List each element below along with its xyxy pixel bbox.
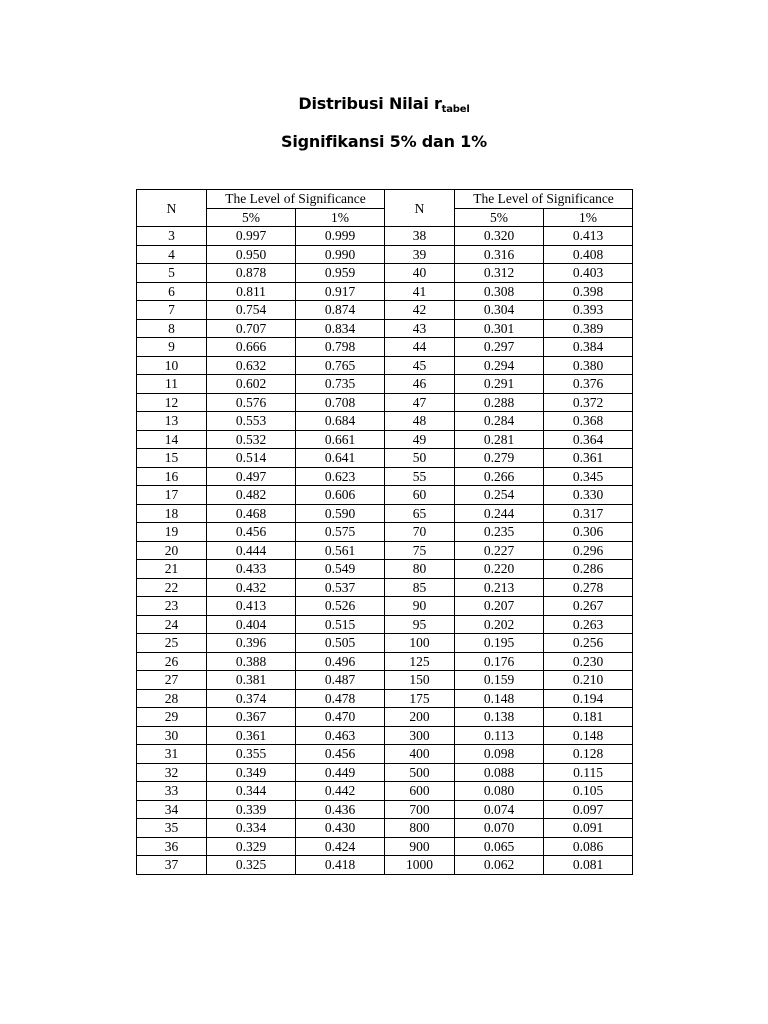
cell-right-r-5pct: 0.062 [455, 856, 544, 875]
table-row [137, 282, 633, 301]
cell-right-r-1pct: 0.105 [544, 782, 633, 801]
cell-left-n: 11 [137, 375, 207, 394]
cell-left-r-5pct: 0.381 [207, 671, 296, 690]
cell-left-r-1pct: 0.463 [296, 726, 385, 745]
cell-left-r-1pct: 0.430 [296, 819, 385, 838]
cell-right-n: 200 [385, 708, 455, 727]
cell-right-n: 90 [385, 597, 455, 616]
header-1pct-left: 1% [296, 208, 385, 227]
cell-right-r-5pct: 0.176 [455, 652, 544, 671]
cell-right-r-1pct: 0.372 [544, 393, 633, 412]
cell-left-r-5pct: 0.514 [207, 449, 296, 468]
cell-left-n: 27 [137, 671, 207, 690]
table-row [137, 689, 633, 708]
cell-left-n: 18 [137, 504, 207, 523]
table-row [137, 227, 633, 246]
cell-right-n: 85 [385, 578, 455, 597]
table-row [137, 430, 633, 449]
cell-right-r-5pct: 0.316 [455, 245, 544, 264]
cell-right-r-1pct: 0.380 [544, 356, 633, 375]
cell-left-r-5pct: 0.329 [207, 837, 296, 856]
cell-right-n: 125 [385, 652, 455, 671]
cell-right-n: 39 [385, 245, 455, 264]
cell-left-n: 17 [137, 486, 207, 505]
cell-right-n: 175 [385, 689, 455, 708]
cell-right-n: 65 [385, 504, 455, 523]
cell-right-n: 60 [385, 486, 455, 505]
table-row [137, 819, 633, 838]
cell-right-r-5pct: 0.301 [455, 319, 544, 338]
cell-left-r-5pct: 0.456 [207, 523, 296, 542]
cell-right-r-5pct: 0.281 [455, 430, 544, 449]
cell-left-n: 28 [137, 689, 207, 708]
cell-right-r-5pct: 0.220 [455, 560, 544, 579]
cell-left-n: 36 [137, 837, 207, 856]
cell-right-r-5pct: 0.065 [455, 837, 544, 856]
cell-left-r-1pct: 0.606 [296, 486, 385, 505]
cell-right-r-5pct: 0.088 [455, 763, 544, 782]
cell-right-r-5pct: 0.138 [455, 708, 544, 727]
cell-left-r-5pct: 0.432 [207, 578, 296, 597]
cell-left-r-1pct: 0.661 [296, 430, 385, 449]
table-row [137, 671, 633, 690]
header-n-right: N [385, 190, 455, 227]
cell-left-r-1pct: 0.442 [296, 782, 385, 801]
cell-right-r-5pct: 0.213 [455, 578, 544, 597]
table-row [137, 467, 633, 486]
cell-left-r-1pct: 0.999 [296, 227, 385, 246]
cell-right-n: 300 [385, 726, 455, 745]
cell-left-n: 33 [137, 782, 207, 801]
cell-left-r-1pct: 0.478 [296, 689, 385, 708]
cell-left-r-5pct: 0.468 [207, 504, 296, 523]
cell-right-n: 50 [385, 449, 455, 468]
cell-left-r-5pct: 0.444 [207, 541, 296, 560]
cell-left-r-1pct: 0.470 [296, 708, 385, 727]
cell-right-r-1pct: 0.306 [544, 523, 633, 542]
table-row [137, 837, 633, 856]
cell-right-r-5pct: 0.254 [455, 486, 544, 505]
table-row [137, 375, 633, 394]
cell-right-r-5pct: 0.294 [455, 356, 544, 375]
cell-right-r-1pct: 0.408 [544, 245, 633, 264]
cell-left-n: 16 [137, 467, 207, 486]
header-5pct-left: 5% [207, 208, 296, 227]
page-subtitle: Signifikansi 5% dan 1% [281, 132, 487, 151]
cell-right-r-1pct: 0.081 [544, 856, 633, 875]
cell-right-r-5pct: 0.195 [455, 634, 544, 653]
cell-right-r-1pct: 0.361 [544, 449, 633, 468]
cell-left-n: 15 [137, 449, 207, 468]
cell-left-n: 31 [137, 745, 207, 764]
cell-right-n: 100 [385, 634, 455, 653]
title-subscript: tabel [441, 104, 470, 115]
cell-right-r-5pct: 0.227 [455, 541, 544, 560]
cell-left-n: 4 [137, 245, 207, 264]
cell-right-r-1pct: 0.368 [544, 412, 633, 431]
cell-left-n: 10 [137, 356, 207, 375]
table-row [137, 560, 633, 579]
cell-left-n: 7 [137, 301, 207, 320]
cell-right-r-1pct: 0.148 [544, 726, 633, 745]
cell-left-r-5pct: 0.997 [207, 227, 296, 246]
cell-left-r-5pct: 0.361 [207, 726, 296, 745]
cell-left-r-5pct: 0.532 [207, 430, 296, 449]
cell-left-r-1pct: 0.561 [296, 541, 385, 560]
cell-left-n: 37 [137, 856, 207, 875]
table-row [137, 393, 633, 412]
cell-left-r-1pct: 0.526 [296, 597, 385, 616]
table-row [137, 745, 633, 764]
cell-right-n: 150 [385, 671, 455, 690]
cell-left-n: 13 [137, 412, 207, 431]
cell-left-r-5pct: 0.482 [207, 486, 296, 505]
cell-right-r-5pct: 0.304 [455, 301, 544, 320]
cell-right-n: 75 [385, 541, 455, 560]
cell-left-n: 22 [137, 578, 207, 597]
cell-right-r-1pct: 0.181 [544, 708, 633, 727]
cell-right-n: 47 [385, 393, 455, 412]
cell-left-r-5pct: 0.811 [207, 282, 296, 301]
cell-left-r-5pct: 0.388 [207, 652, 296, 671]
cell-right-r-1pct: 0.256 [544, 634, 633, 653]
table-row [137, 782, 633, 801]
cell-right-r-1pct: 0.086 [544, 837, 633, 856]
cell-left-n: 35 [137, 819, 207, 838]
cell-right-n: 800 [385, 819, 455, 838]
cell-right-n: 43 [385, 319, 455, 338]
cell-right-r-1pct: 0.263 [544, 615, 633, 634]
cell-right-n: 70 [385, 523, 455, 542]
cell-left-r-5pct: 0.325 [207, 856, 296, 875]
table-body [137, 227, 633, 875]
cell-left-r-1pct: 0.990 [296, 245, 385, 264]
cell-left-r-5pct: 0.576 [207, 393, 296, 412]
cell-right-n: 41 [385, 282, 455, 301]
table-row [137, 541, 633, 560]
cell-right-r-1pct: 0.317 [544, 504, 633, 523]
cell-right-n: 40 [385, 264, 455, 283]
cell-left-n: 21 [137, 560, 207, 579]
cell-right-r-5pct: 0.080 [455, 782, 544, 801]
cell-right-r-5pct: 0.284 [455, 412, 544, 431]
table-row [137, 319, 633, 338]
cell-left-r-1pct: 0.424 [296, 837, 385, 856]
cell-left-r-1pct: 0.418 [296, 856, 385, 875]
cell-right-r-5pct: 0.291 [455, 375, 544, 394]
cell-right-r-5pct: 0.297 [455, 338, 544, 357]
cell-left-n: 34 [137, 800, 207, 819]
cell-right-r-1pct: 0.393 [544, 301, 633, 320]
cell-left-n: 24 [137, 615, 207, 634]
cell-left-n: 20 [137, 541, 207, 560]
cell-left-r-5pct: 0.339 [207, 800, 296, 819]
cell-right-r-5pct: 0.202 [455, 615, 544, 634]
cell-left-r-5pct: 0.413 [207, 597, 296, 616]
cell-right-r-5pct: 0.266 [455, 467, 544, 486]
cell-right-r-5pct: 0.148 [455, 689, 544, 708]
table-row [137, 800, 633, 819]
cell-right-n: 700 [385, 800, 455, 819]
cell-right-n: 46 [385, 375, 455, 394]
cell-right-n: 500 [385, 763, 455, 782]
cell-left-r-1pct: 0.735 [296, 375, 385, 394]
cell-left-r-5pct: 0.355 [207, 745, 296, 764]
cell-right-r-5pct: 0.207 [455, 597, 544, 616]
cell-left-r-1pct: 0.959 [296, 264, 385, 283]
cell-right-r-1pct: 0.097 [544, 800, 633, 819]
cell-right-r-1pct: 0.384 [544, 338, 633, 357]
cell-left-r-1pct: 0.708 [296, 393, 385, 412]
table-row [137, 856, 633, 875]
cell-left-r-1pct: 0.456 [296, 745, 385, 764]
cell-right-r-1pct: 0.413 [544, 227, 633, 246]
table-row [137, 264, 633, 283]
header-5pct-right: 5% [455, 208, 544, 227]
cell-right-n: 49 [385, 430, 455, 449]
table-row [137, 486, 633, 505]
cell-right-r-5pct: 0.308 [455, 282, 544, 301]
cell-right-r-5pct: 0.098 [455, 745, 544, 764]
cell-left-n: 29 [137, 708, 207, 727]
header-1pct-right: 1% [544, 208, 633, 227]
cell-right-r-5pct: 0.235 [455, 523, 544, 542]
cell-right-n: 45 [385, 356, 455, 375]
table-row [137, 356, 633, 375]
table-row [137, 578, 633, 597]
cell-left-n: 5 [137, 264, 207, 283]
cell-right-r-5pct: 0.312 [455, 264, 544, 283]
table-row [137, 763, 633, 782]
cell-left-r-1pct: 0.449 [296, 763, 385, 782]
cell-right-r-1pct: 0.403 [544, 264, 633, 283]
cell-right-n: 400 [385, 745, 455, 764]
cell-left-r-1pct: 0.684 [296, 412, 385, 431]
cell-left-r-1pct: 0.505 [296, 634, 385, 653]
cell-right-r-1pct: 0.345 [544, 467, 633, 486]
cell-right-r-1pct: 0.230 [544, 652, 633, 671]
cell-left-n: 26 [137, 652, 207, 671]
cell-left-n: 3 [137, 227, 207, 246]
cell-right-r-1pct: 0.286 [544, 560, 633, 579]
cell-right-r-1pct: 0.389 [544, 319, 633, 338]
cell-right-n: 80 [385, 560, 455, 579]
cell-right-n: 48 [385, 412, 455, 431]
cell-right-r-5pct: 0.074 [455, 800, 544, 819]
cell-right-n: 38 [385, 227, 455, 246]
cell-left-n: 8 [137, 319, 207, 338]
cell-right-n: 44 [385, 338, 455, 357]
table-header [137, 190, 633, 227]
cell-left-r-5pct: 0.334 [207, 819, 296, 838]
cell-left-n: 12 [137, 393, 207, 412]
table-row [137, 301, 633, 320]
table-row [137, 245, 633, 264]
cell-left-r-5pct: 0.374 [207, 689, 296, 708]
cell-left-r-1pct: 0.798 [296, 338, 385, 357]
cell-left-r-5pct: 0.433 [207, 560, 296, 579]
cell-right-r-1pct: 0.210 [544, 671, 633, 690]
cell-left-r-1pct: 0.623 [296, 467, 385, 486]
header-significance-right: The Level of Significance [455, 190, 633, 209]
cell-right-r-5pct: 0.288 [455, 393, 544, 412]
cell-left-r-5pct: 0.632 [207, 356, 296, 375]
cell-left-r-5pct: 0.707 [207, 319, 296, 338]
cell-right-n: 42 [385, 301, 455, 320]
cell-left-r-1pct: 0.496 [296, 652, 385, 671]
table-row [137, 652, 633, 671]
cell-left-r-1pct: 0.641 [296, 449, 385, 468]
cell-right-r-1pct: 0.128 [544, 745, 633, 764]
cell-left-n: 9 [137, 338, 207, 357]
cell-left-n: 6 [137, 282, 207, 301]
cell-left-r-5pct: 0.553 [207, 412, 296, 431]
cell-right-r-1pct: 0.296 [544, 541, 633, 560]
cell-right-r-5pct: 0.244 [455, 504, 544, 523]
cell-left-r-1pct: 0.575 [296, 523, 385, 542]
cell-left-r-5pct: 0.878 [207, 264, 296, 283]
cell-right-r-1pct: 0.364 [544, 430, 633, 449]
cell-left-n: 14 [137, 430, 207, 449]
cell-left-r-5pct: 0.396 [207, 634, 296, 653]
cell-left-n: 32 [137, 763, 207, 782]
cell-right-r-1pct: 0.330 [544, 486, 633, 505]
cell-right-r-1pct: 0.278 [544, 578, 633, 597]
cell-right-r-5pct: 0.320 [455, 227, 544, 246]
table-row [137, 726, 633, 745]
cell-right-r-5pct: 0.279 [455, 449, 544, 468]
cell-left-r-5pct: 0.404 [207, 615, 296, 634]
page-title [0, 94, 768, 115]
title-text: Distribusi Nilai r [298, 94, 442, 113]
cell-right-r-1pct: 0.267 [544, 597, 633, 616]
cell-right-r-1pct: 0.115 [544, 763, 633, 782]
cell-left-r-1pct: 0.515 [296, 615, 385, 634]
r-table [136, 189, 633, 875]
cell-left-r-1pct: 0.549 [296, 560, 385, 579]
cell-left-r-1pct: 0.874 [296, 301, 385, 320]
table-row [137, 615, 633, 634]
cell-right-n: 900 [385, 837, 455, 856]
cell-left-n: 19 [137, 523, 207, 542]
cell-right-n: 600 [385, 782, 455, 801]
cell-right-r-1pct: 0.091 [544, 819, 633, 838]
table-row [137, 597, 633, 616]
table-row [137, 523, 633, 542]
cell-left-n: 25 [137, 634, 207, 653]
cell-right-r-1pct: 0.194 [544, 689, 633, 708]
cell-left-r-1pct: 0.917 [296, 282, 385, 301]
cell-right-n: 95 [385, 615, 455, 634]
cell-left-r-1pct: 0.590 [296, 504, 385, 523]
cell-left-r-1pct: 0.436 [296, 800, 385, 819]
table-row [137, 449, 633, 468]
cell-left-r-5pct: 0.666 [207, 338, 296, 357]
cell-left-r-1pct: 0.487 [296, 671, 385, 690]
cell-left-r-5pct: 0.349 [207, 763, 296, 782]
cell-right-n: 55 [385, 467, 455, 486]
cell-left-r-1pct: 0.765 [296, 356, 385, 375]
table-row [137, 708, 633, 727]
table-row [137, 634, 633, 653]
table-row [137, 504, 633, 523]
cell-left-n: 30 [137, 726, 207, 745]
cell-right-r-5pct: 0.070 [455, 819, 544, 838]
cell-right-r-5pct: 0.113 [455, 726, 544, 745]
table-row [137, 412, 633, 431]
table-row [137, 338, 633, 357]
cell-left-r-1pct: 0.537 [296, 578, 385, 597]
cell-left-n: 23 [137, 597, 207, 616]
cell-right-n: 1000 [385, 856, 455, 875]
cell-left-r-5pct: 0.602 [207, 375, 296, 394]
cell-left-r-1pct: 0.834 [296, 319, 385, 338]
cell-left-r-5pct: 0.497 [207, 467, 296, 486]
cell-left-r-5pct: 0.367 [207, 708, 296, 727]
cell-left-r-5pct: 0.344 [207, 782, 296, 801]
cell-left-r-5pct: 0.950 [207, 245, 296, 264]
cell-left-r-5pct: 0.754 [207, 301, 296, 320]
cell-right-r-1pct: 0.376 [544, 375, 633, 394]
header-n-left: N [137, 190, 207, 227]
cell-right-r-1pct: 0.398 [544, 282, 633, 301]
cell-right-r-5pct: 0.159 [455, 671, 544, 690]
header-significance-left: The Level of Significance [207, 190, 385, 209]
